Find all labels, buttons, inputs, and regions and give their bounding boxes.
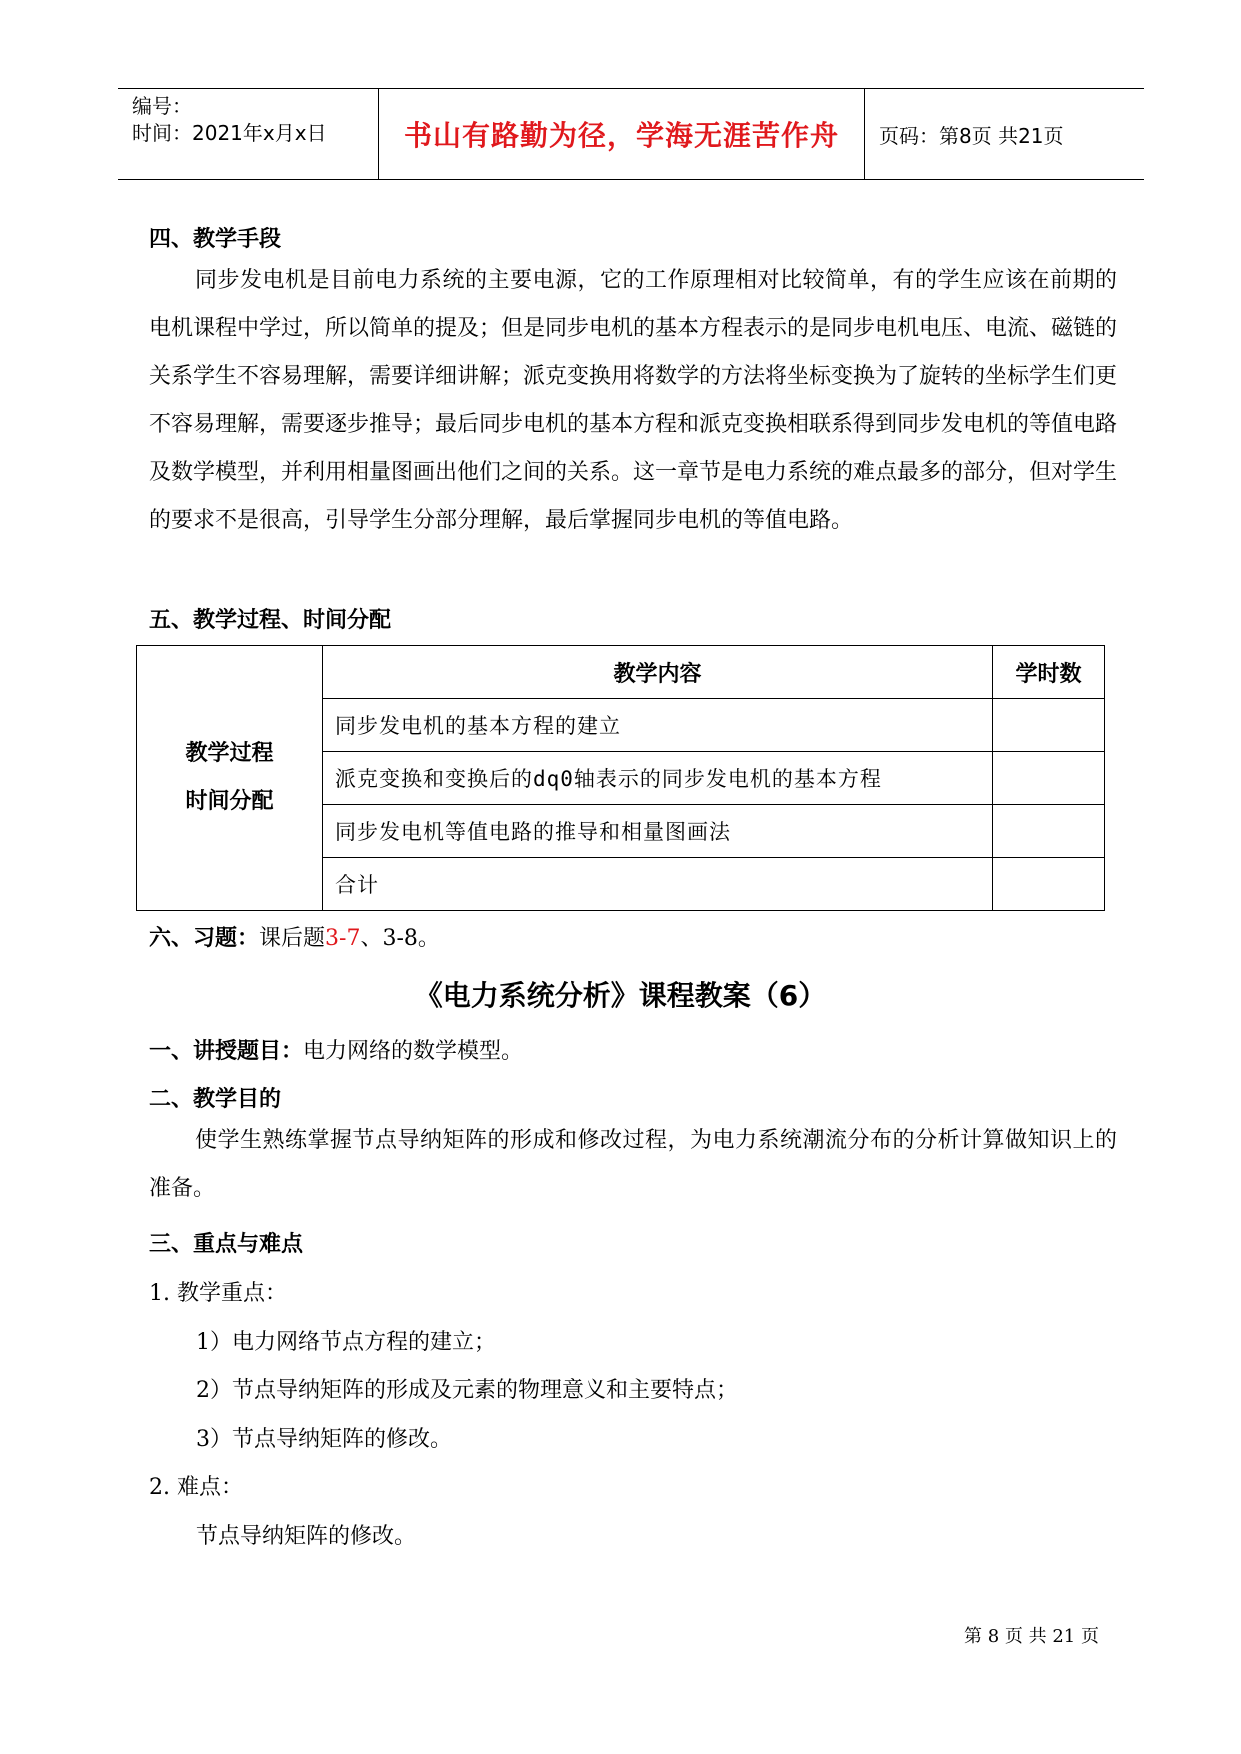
part3-sub1: 1）电力网络节点方程的建立； — [196, 1330, 496, 1355]
header-time-label: 时间：2021年x月x日 — [132, 121, 327, 145]
header-number-label: 编号： — [132, 94, 192, 118]
header-page-info: 页码：第8页 共21页 — [879, 123, 1064, 148]
row-header-line1: 教学过程 — [185, 741, 274, 766]
section6-line — [149, 924, 440, 954]
table-cell-content: 派克变换和变换后的dq0轴表示的同步发电机的基本方程 — [323, 752, 993, 805]
section4-title: 四、教学手段 — [149, 227, 282, 252]
part2-title: 二、教学目的 — [149, 1087, 282, 1112]
part1-line — [149, 1037, 523, 1067]
header-motto-cell — [379, 89, 865, 179]
table-cell-hours — [993, 858, 1105, 911]
table-cell-content: 同步发电机等值电路的推导和相量图画法 — [323, 805, 993, 858]
section6-exercise-link: 3-7 — [325, 926, 361, 951]
part1-text: 电力网络的数学模型。 — [303, 1039, 524, 1064]
page-header — [118, 88, 1144, 180]
part2-body: 使学生熟练掌握节点导纳矩阵的形成和修改过程，为电力系统潮流分布的分析计算做知识上的准备。 — [149, 1128, 1117, 1201]
header-meta — [118, 89, 379, 179]
part3-item2: 2. 难点： — [149, 1475, 243, 1500]
column-header-content: 教学内容 — [323, 646, 993, 699]
table-header-row — [137, 646, 1105, 699]
table-row-header — [137, 646, 323, 911]
schedule-table — [136, 645, 1105, 911]
section6-text-suffix: 、3-8。 — [360, 926, 440, 951]
page-footer: 第 8 页 共 21 页 — [964, 1626, 1099, 1647]
part3-sub2: 2）节点导纳矩阵的形成及元素的物理意义和主要特点； — [196, 1378, 738, 1403]
section6-title: 六、习题： — [149, 926, 260, 951]
part3-item1: 1. 教学重点： — [149, 1281, 287, 1306]
table-cell-hours — [993, 752, 1105, 805]
table-cell-content: 合计 — [323, 858, 993, 911]
part3-title: 三、重点与难点 — [149, 1232, 304, 1257]
row-header-line2: 时间分配 — [185, 789, 274, 814]
section6-text-prefix: 课后题 — [259, 926, 326, 951]
table-cell-content: 同步发电机的基本方程的建立 — [323, 699, 993, 752]
part3-sub4: 节点导纳矩阵的修改。 — [196, 1524, 417, 1549]
section5-title: 五、教学过程、时间分配 — [149, 608, 392, 633]
header-motto: 书山有路勤为径，学海无涯苦作舟 — [403, 119, 839, 152]
part3-sub3: 3）节点导纳矩阵的修改。 — [196, 1427, 452, 1452]
part1-title: 一、讲授题目： — [149, 1039, 304, 1064]
section4-body: 同步发电机是目前电力系统的主要电源，它的工作原理相对比较简单，有的学生应该在前期的电机课程中学过，所以简单的提及；但是同步电机的基本方程表示的是同步电机电压、电流、磁链的关系学生不容易理解，需要详细讲解；派克变换用将数学的方法将坐标变换为了旋转的坐标学生们更不容易理解，需要逐步推导；最后同步电机的基本方程和派克变换相联系得到同步发电机的等值电路及数学模型，并利用相量图画出他们之间的关系。这一章节是电力系统的难点最多的部分，但对学生的要求不是很高，引导学生分部分理解，最后掌握同步电机的等值电路。 — [149, 268, 1118, 533]
column-header-hours: 学时数 — [993, 646, 1105, 699]
table-cell-hours — [993, 805, 1105, 858]
lesson-title: 《电力系统分析》课程教案（6） — [414, 979, 827, 1012]
header-page-cell — [865, 89, 1144, 179]
table-cell-hours — [993, 699, 1105, 752]
